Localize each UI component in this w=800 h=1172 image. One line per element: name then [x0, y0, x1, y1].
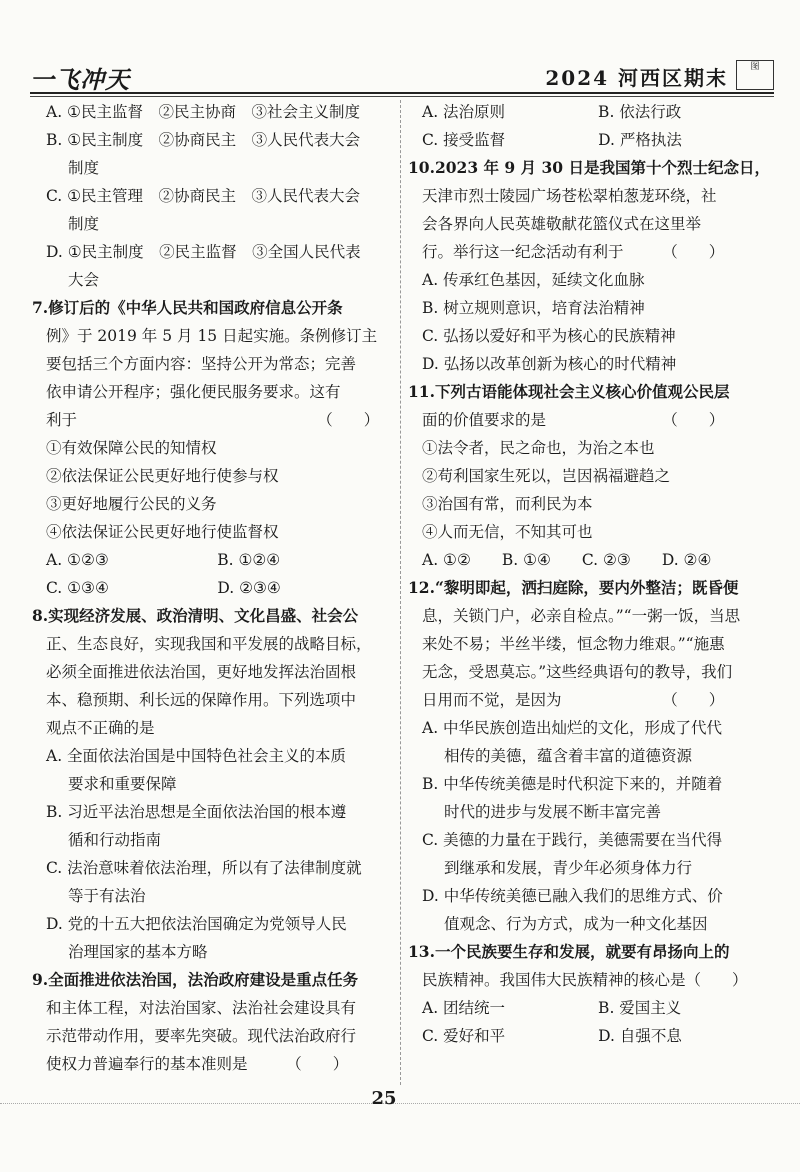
question-stem: 8.实现经济发展、政治清明、文化昌盛、社会公	[32, 606, 359, 625]
page-number: 25	[371, 1088, 397, 1109]
text-line: 依申请公开程序；强化便民服务要求。这有	[46, 383, 341, 401]
text-line: D. 中华传统美德已融入我们的思维方式、价	[422, 887, 723, 905]
header-rule-thin	[30, 96, 774, 97]
question-stem: 13.一个民族要生存和发展，就要有昂扬向上的	[408, 942, 730, 961]
text-line: ④人而无信，不知其可也	[422, 523, 593, 541]
right-column	[408, 98, 770, 1050]
text-line: A. 中华民族创造出灿烂的文化，形成了代代	[422, 719, 723, 737]
text-line: 到继承和发展，青少年必须身体力行	[444, 859, 693, 877]
text-line: A. 全面依法治国是中国特色社会主义的本质	[46, 747, 347, 765]
text-line: A. 传承红色基因，延续文化血脉	[422, 271, 645, 289]
text-line: 循和行动指南	[68, 831, 162, 849]
text-line: 治理国家的基本方略	[68, 943, 208, 961]
text-line: ④依法保证公民更好地行使监督权	[46, 523, 279, 541]
text-line: C. 爱好和平 D. 自强不息	[422, 1027, 682, 1045]
text-line: 必须全面推进依法治国，更好地发挥法治固根	[46, 663, 357, 681]
text-line: 制度	[68, 159, 100, 177]
text-line: 等于有法治	[68, 887, 146, 905]
text-line: C. ①民主管理 ②协商民主 ③人民代表大会	[46, 187, 361, 205]
text-line: 要包括三个方面内容：坚持公开为常态；完善	[46, 355, 357, 373]
text-line: 天津市烈士陵园广场苍松翠柏葱茏环绕，社	[422, 187, 717, 205]
text-line: ②依法保证公民更好地行使参与权	[46, 467, 279, 485]
question-stem: 12.“黎明即起，洒扫庭除，要内外整洁；既昏便	[408, 578, 739, 597]
page-header	[30, 58, 774, 92]
text-line: 来处不易；半丝半缕，恒念物力维艰。”“施惠	[422, 635, 725, 653]
text-line: 利于 （ ）	[46, 411, 380, 429]
text-line: D. ①民主制度 ②民主监督 ③全国人民代表	[46, 243, 361, 261]
text-line: 大会	[68, 271, 100, 289]
text-line: 民族精神。我国伟大民族精神的核心是（ ）	[422, 971, 748, 989]
text-line: A. 法治原则 B. 依法行政	[422, 103, 682, 121]
text-line: 使权力普遍奉行的基本准则是 （ ）	[46, 1055, 349, 1073]
text-line: 本、稳预期、利长远的保障作用。下列选项中	[46, 691, 357, 709]
text-line: D. 弘扬以改革创新为核心的时代精神	[422, 355, 677, 373]
text-line: 值观念、行为方式，成为一种文化基因	[444, 915, 708, 933]
text-line: A. ①②③ B. ①②④	[46, 551, 281, 569]
header-rule	[30, 92, 774, 94]
question-stem: 10.2023 年 9 月 30 日是我国第十个烈士纪念日，	[408, 158, 770, 177]
column-divider	[400, 100, 401, 1085]
text-line: B. 习近平法治思想是全面依法治国的根本遵	[46, 803, 347, 821]
text-line: 正、生态良好，实现我国和平发展的战略目标，	[46, 635, 372, 653]
text-line: ②苟利国家生死以，岂因祸福避趋之	[422, 467, 671, 485]
text-line: 示范带动作用，要率先突破。现代法治政府行	[46, 1027, 357, 1045]
text-line: 时代的进步与发展不断丰富完善	[444, 803, 662, 821]
text-line: 相传的美德，蕴含着丰富的道德资源	[444, 747, 693, 765]
text-line: C. ①③④ D. ②③④	[46, 579, 281, 597]
text-line: D. 党的十五大把依法治国确定为党领导人民	[46, 915, 347, 933]
left-column	[32, 98, 388, 1078]
text-line: A. 团结统一 B. 爱国主义	[422, 999, 682, 1017]
text-line: A. ①民主监督 ②民主协商 ③社会主义制度	[46, 103, 360, 121]
text-line: 日用而不觉，是因为 （ ）	[422, 691, 725, 709]
text-line: 无念，受恩莫忘。”这些经典语句的教导，我们	[422, 663, 733, 681]
text-line: ①有效保障公民的知情权	[46, 439, 217, 457]
text-line: ③治国有常，而利民为本	[422, 495, 593, 513]
question-stem: 7.修订后的《中华人民共和国政府信息公开条	[32, 298, 343, 317]
header-box: 图	[736, 60, 774, 90]
text-line: C. 法治意味着依法治理，所以有了法律制度就	[46, 859, 362, 877]
text-line: 例》于 2019 年 5 月 15 日起实施。条例修订主	[46, 327, 378, 345]
text-line: B. 中华传统美德是时代积淀下来的，并随着	[422, 775, 723, 793]
text-line: 观点不正确的是	[46, 719, 155, 737]
exam-title: 2024 河西区期末	[545, 66, 728, 90]
text-line: ③更好地履行公民的义务	[46, 495, 217, 513]
text-line: 行。举行这一纪念活动有利于 （ ）	[422, 243, 725, 261]
brand-logo: 一飞冲天	[30, 66, 130, 94]
text-line: 会各界向人民英雄敬献花篮仪式在这里举	[422, 215, 702, 233]
text-line: ①法令者，民之命也，为治之本也	[422, 439, 655, 457]
text-line: C. 弘扬以爱好和平为核心的民族精神	[422, 327, 676, 345]
text-line: 面的价值要求的是 （ ）	[422, 411, 725, 429]
text-line: A. ①② B. ①④ C. ②③ D. ②④	[422, 551, 712, 569]
text-line: 制度	[68, 215, 100, 233]
text-line: B. ①民主制度 ②协商民主 ③人民代表大会	[46, 131, 361, 149]
text-line: 息，关锁门户，必亲自检点。”“一粥一饭，当思	[422, 607, 741, 625]
question-stem: 11.下列古语能体现社会主义核心价值观公民层	[408, 382, 730, 401]
text-line: C. 接受监督 D. 严格执法	[422, 131, 682, 149]
text-line: B. 树立规则意识，培育法治精神	[422, 299, 645, 317]
text-line: 要求和重要保障	[68, 775, 177, 793]
text-line: 和主体工程，对法治国家、法治社会建设具有	[46, 999, 357, 1017]
question-stem: 9.全面推进依法治国，法治政府建设是重点任务	[32, 970, 359, 989]
text-line: C. 美德的力量在于践行，美德需要在当代得	[422, 831, 723, 849]
